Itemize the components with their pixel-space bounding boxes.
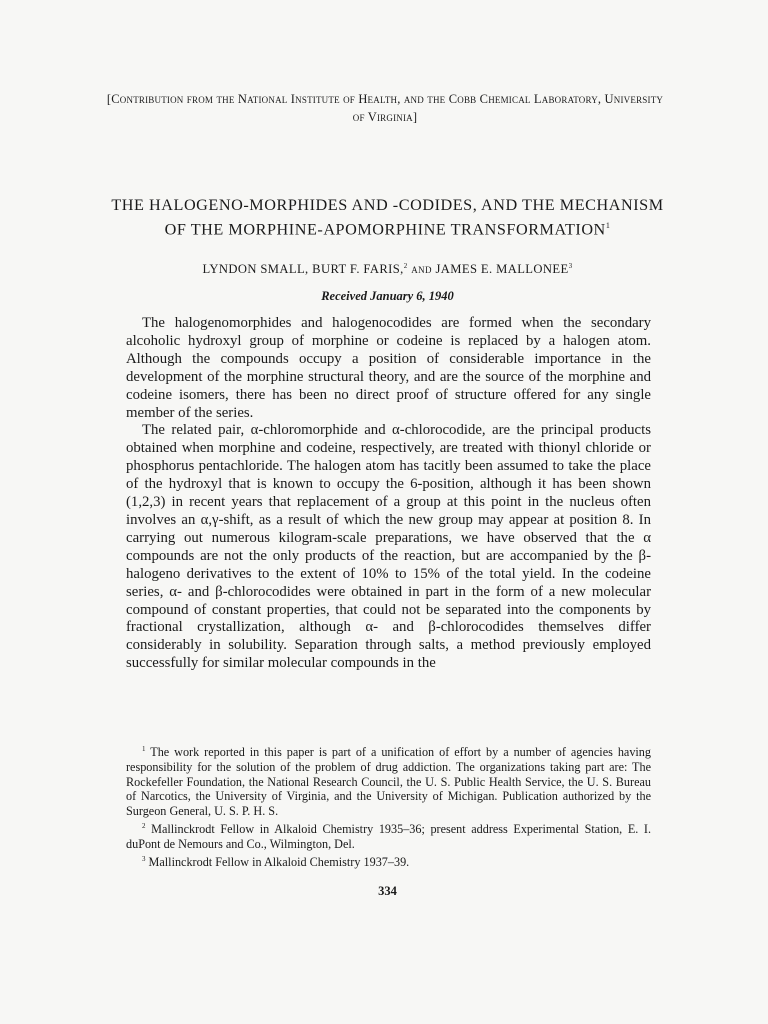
author-conjunction: and — [411, 262, 432, 277]
footnote-mark: 3 — [142, 854, 146, 863]
article-title — [100, 196, 675, 239]
footnote-text: Mallinckrodt Fellow in Alkaloid Chemistry 1935–36; present address Experimental Station, E. I. duPont de Nemours and Co., Wilmington, Del. — [126, 822, 652, 851]
footnote-text: The work reported in this paper is part of a unification of effort by a number of agencies having responsibility for the solution of the problem of drug addiction. The organizations taking part are: The Rockefeller Foundation, the National Research Council, the U. S. Public Health Service, the U. S. Bureau of Narcotics, the University of Virginia, and the University of Michigan. Publication authorized by the Surgeon General, U. S. P. H. S. — [126, 745, 651, 819]
author-list — [100, 262, 675, 277]
footnote-mark: 1 — [142, 745, 146, 753]
footnote-mark: 2 — [142, 822, 146, 831]
received-date: Received January 6, 1940 — [321, 289, 454, 303]
author-faris: BURT F. FARIS, — [312, 262, 404, 277]
article-title-text: THE HALOGENO-MORPHIDES AND -CODIDES, AND THE MECHANISM OF THE MORPHINE-APOMORPHINE TRANSFORMATION — [111, 196, 664, 238]
footnote — [126, 742, 651, 819]
footnote — [126, 819, 651, 852]
author-mallonee-note: 3 — [568, 262, 573, 270]
title-footnote-mark: 1 — [605, 220, 611, 230]
footnotes — [126, 742, 651, 870]
body-paragraph: The related pair, α-chloromorphide and α-chlorocodide, are the principal products obtained when morphine and codeine, respectively, are treated with thionyl chloride or phosphorus pentachloride. The halogen atom has tacitly been assumed to take the place of the hydroxyl that is known to occupy the 6-position, although it has been shown (1,2,3) in recent years that replacement of a group at this point in the nucleus often involves an α,γ-shift, as a result of which the new group may appear at position 8. In carrying out numerous kilogram-scale preparations, we have observed that the α compounds are not the only products of the reaction, but are accompanied by the β-halogeno derivatives to the extent of 10% to 15% of the total yield. In the codeine series, α- and β-chlorocodides were obtained in part in the form of a new molecular compound of constant properties, that could not be separated into the components by fractional crystallization, although α- and β-chlorocodides themselves differ considerably in solubility. Separation through salts, a method previously employed successfully for similar molecular compounds in the — [126, 422, 651, 672]
author-small: LYNDON SMALL, — [202, 262, 309, 277]
article-body — [126, 315, 651, 673]
author-mallonee: JAMES E. MALLONEE — [435, 262, 569, 277]
author-faris-note: 2 — [403, 262, 408, 270]
contribution-header: [Contribution from the National Institute of Health, and the Cobb Chemical Laboratory, University of Virginia] — [106, 92, 664, 124]
footnote — [126, 852, 651, 870]
page-number: 334 — [378, 884, 397, 898]
body-paragraph: The halogenomorphides and halogenocodides are formed when the secondary alcoholic hydroxyl group of morphine or codeine is replaced by a halogen atom. Although the compounds occupy a position of considerable importance in the development of the morphine structural theory, and are the source of the morphine and codeine isomers, there has been no direct proof of structure offered for any single member of the series. — [126, 315, 651, 421]
footnote-text: Mallinckrodt Fellow in Alkaloid Chemistry 1937–39. — [148, 854, 410, 869]
